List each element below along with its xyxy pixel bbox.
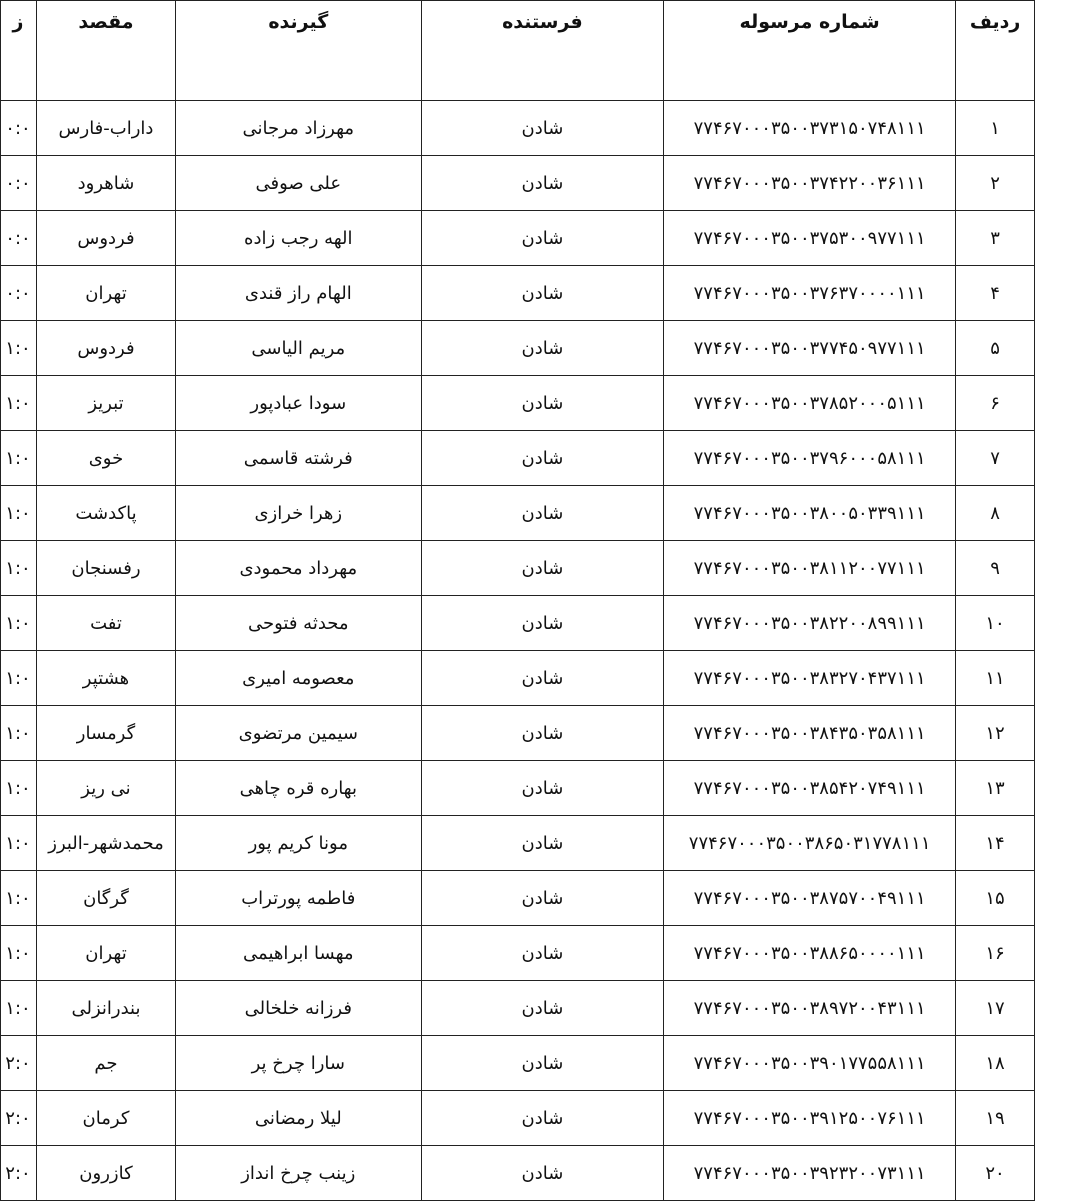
tracking-number-cell: ۷۷۴۶۷۰۰۰۳۵۰۰۳۷۵۳۰۰۹۷۷۱۱۱ [664, 211, 956, 266]
tracking-number-cell: ۷۷۴۶۷۰۰۰۳۵۰۰۳۸۵۴۲۰۷۴۹۱۱۱ [664, 761, 956, 816]
row-number-cell: ۲ [956, 156, 1035, 211]
recipient-cell: محدثه فتوحی [175, 596, 421, 651]
sender-cell: شادن [421, 706, 664, 761]
table-row [1, 266, 1035, 321]
tracking-number-cell: ۷۷۴۶۷۰۰۰۳۵۰۰۳۸۸۶۵۰۰۰۰۱۱۱ [664, 926, 956, 981]
cut-column-cell: ۱:۰ [1, 651, 37, 706]
table-row [1, 596, 1035, 651]
destination-cell: بندرانزلی [37, 981, 176, 1036]
row-number-cell: ۵ [956, 321, 1035, 376]
destination-cell: محمدشهر-البرز [37, 816, 176, 871]
row-number-cell: ۴ [956, 266, 1035, 321]
sender-cell: شادن [421, 101, 664, 156]
recipient-cell: علی صوفی [175, 156, 421, 211]
destination-cell: جم [37, 1036, 176, 1091]
header-row-number: ردیف [956, 1, 1035, 101]
destination-cell: تهران [37, 266, 176, 321]
sender-cell: شادن [421, 541, 664, 596]
sender-cell: شادن [421, 1036, 664, 1091]
cut-column-cell: ۱:۰ [1, 376, 37, 431]
tracking-number-cell: ۷۷۴۶۷۰۰۰۳۵۰۰۳۸۲۲۰۰۸۹۹۱۱۱ [664, 596, 956, 651]
sender-cell: شادن [421, 926, 664, 981]
cut-column-cell: ۱:۰ [1, 706, 37, 761]
sender-cell: شادن [421, 871, 664, 926]
table-header [1, 1, 1035, 101]
row-number-cell: ۶ [956, 376, 1035, 431]
row-number-cell: ۱۳ [956, 761, 1035, 816]
table-row [1, 101, 1035, 156]
row-number-cell: ۸ [956, 486, 1035, 541]
table-body [1, 101, 1035, 1201]
cut-column-cell: ۱:۰ [1, 816, 37, 871]
destination-cell: پاکدشت [37, 486, 176, 541]
row-number-cell: ۱۴ [956, 816, 1035, 871]
table-row [1, 871, 1035, 926]
cut-column-cell: ۰:۰ [1, 266, 37, 321]
sender-cell: شادن [421, 486, 664, 541]
tracking-number-cell: ۷۷۴۶۷۰۰۰۳۵۰۰۳۷۸۵۲۰۰۰۵۱۱۱ [664, 376, 956, 431]
table-row [1, 321, 1035, 376]
header-recipient: گیرنده [175, 1, 421, 101]
cut-column-cell: ۲:۰ [1, 1036, 37, 1091]
sender-cell: شادن [421, 816, 664, 871]
row-number-cell: ۳ [956, 211, 1035, 266]
row-number-cell: ۱۷ [956, 981, 1035, 1036]
table-row [1, 486, 1035, 541]
row-number-cell: ۱۵ [956, 871, 1035, 926]
destination-cell: گرگان [37, 871, 176, 926]
recipient-cell: لیلا رمضانی [175, 1091, 421, 1146]
recipient-cell: مونا کریم پور [175, 816, 421, 871]
recipient-cell: بهاره قره چاهی [175, 761, 421, 816]
header-cut-column: ز [1, 1, 37, 101]
row-number-cell: ۷ [956, 431, 1035, 486]
cut-column-cell: ۰:۰ [1, 211, 37, 266]
recipient-cell: سیمین مرتضوی [175, 706, 421, 761]
cut-column-cell: ۱:۰ [1, 321, 37, 376]
sender-cell: شادن [421, 761, 664, 816]
cut-column-cell: ۲:۰ [1, 1146, 37, 1201]
recipient-cell: فرزانه خلخالی [175, 981, 421, 1036]
tracking-number-cell: ۷۷۴۶۷۰۰۰۳۵۰۰۳۹۲۳۲۰۰۷۳۱۱۱ [664, 1146, 956, 1201]
tracking-number-cell: ۷۷۴۶۷۰۰۰۳۵۰۰۳۷۷۴۵۰۹۷۷۱۱۱ [664, 321, 956, 376]
destination-cell: گرمسار [37, 706, 176, 761]
destination-cell: شاهرود [37, 156, 176, 211]
table-row [1, 816, 1035, 871]
tracking-number-cell: ۷۷۴۶۷۰۰۰۳۵۰۰۳۸۹۷۲۰۰۴۳۱۱۱ [664, 981, 956, 1036]
row-number-cell: ۹ [956, 541, 1035, 596]
cut-column-cell: ۲:۰ [1, 1091, 37, 1146]
destination-cell: خوی [37, 431, 176, 486]
table-row [1, 156, 1035, 211]
recipient-cell: الهه رجب زاده [175, 211, 421, 266]
cut-column-cell: ۰:۰ [1, 156, 37, 211]
cut-column-cell: ۱:۰ [1, 596, 37, 651]
sender-cell: شادن [421, 431, 664, 486]
table-row [1, 651, 1035, 706]
header-tracking-number: شماره مرسوله [664, 1, 956, 101]
destination-cell: فردوس [37, 321, 176, 376]
table-row [1, 1036, 1035, 1091]
recipient-cell: مهسا ابراهیمی [175, 926, 421, 981]
recipient-cell: سارا چرخ پر [175, 1036, 421, 1091]
tracking-number-cell: ۷۷۴۶۷۰۰۰۳۵۰۰۳۷۴۲۲۰۰۳۶۱۱۱ [664, 156, 956, 211]
recipient-cell: فاطمه پورتراب [175, 871, 421, 926]
header-sender: فرستنده [421, 1, 664, 101]
sender-cell: شادن [421, 211, 664, 266]
cut-column-cell: ۰:۰ [1, 101, 37, 156]
recipient-cell: مهرزاد مرجانی [175, 101, 421, 156]
cut-column-cell: ۱:۰ [1, 431, 37, 486]
sender-cell: شادن [421, 651, 664, 706]
table-row [1, 211, 1035, 266]
row-number-cell: ۲۰ [956, 1146, 1035, 1201]
destination-cell: فردوس [37, 211, 176, 266]
sender-cell: شادن [421, 266, 664, 321]
recipient-cell: سودا عبادپور [175, 376, 421, 431]
sender-cell: شادن [421, 1146, 664, 1201]
row-number-cell: ۱۶ [956, 926, 1035, 981]
sender-cell: شادن [421, 981, 664, 1036]
destination-cell: هشتپر [37, 651, 176, 706]
sender-cell: شادن [421, 596, 664, 651]
tracking-number-cell: ۷۷۴۶۷۰۰۰۳۵۰۰۳۹۰۱۷۷۵۵۸۱۱۱ [664, 1036, 956, 1091]
row-number-cell: ۱ [956, 101, 1035, 156]
destination-cell: کرمان [37, 1091, 176, 1146]
tracking-number-cell: ۷۷۴۶۷۰۰۰۳۵۰۰۳۸۶۵۰۳۱۷۷۸۱۱۱ [664, 816, 956, 871]
table-row [1, 376, 1035, 431]
tracking-number-cell: ۷۷۴۶۷۰۰۰۳۵۰۰۳۷۹۶۰۰۰۵۸۱۱۱ [664, 431, 956, 486]
table-row [1, 981, 1035, 1036]
destination-cell: تهران [37, 926, 176, 981]
row-number-cell: ۱۹ [956, 1091, 1035, 1146]
destination-cell: داراب-فارس [37, 101, 176, 156]
destination-cell: تفت [37, 596, 176, 651]
cut-column-cell: ۱:۰ [1, 871, 37, 926]
sender-cell: شادن [421, 321, 664, 376]
sender-cell: شادن [421, 156, 664, 211]
tracking-number-cell: ۷۷۴۶۷۰۰۰۳۵۰۰۳۷۶۳۷۰۰۰۰۱۱۱ [664, 266, 956, 321]
row-number-cell: ۱۸ [956, 1036, 1035, 1091]
recipient-cell: مهرداد محمودی [175, 541, 421, 596]
sender-cell: شادن [421, 376, 664, 431]
destination-cell: کازرون [37, 1146, 176, 1201]
table-row [1, 431, 1035, 486]
tracking-number-cell: ۷۷۴۶۷۰۰۰۳۵۰۰۳۸۱۱۲۰۰۷۷۱۱۱ [664, 541, 956, 596]
recipient-cell: معصومه امیری [175, 651, 421, 706]
table-row [1, 761, 1035, 816]
row-number-cell: ۱۲ [956, 706, 1035, 761]
header-destination: مقصد [37, 1, 176, 101]
cut-column-cell: ۱:۰ [1, 981, 37, 1036]
table-row [1, 541, 1035, 596]
tracking-number-cell: ۷۷۴۶۷۰۰۰۳۵۰۰۳۸۰۰۵۰۳۳۹۱۱۱ [664, 486, 956, 541]
cut-column-cell: ۱:۰ [1, 486, 37, 541]
row-number-cell: ۱۱ [956, 651, 1035, 706]
cut-column-cell: ۱:۰ [1, 541, 37, 596]
recipient-cell: زینب چرخ انداز [175, 1146, 421, 1201]
tracking-number-cell: ۷۷۴۶۷۰۰۰۳۵۰۰۳۹۱۲۵۰۰۷۶۱۱۱ [664, 1091, 956, 1146]
tracking-number-cell: ۷۷۴۶۷۰۰۰۳۵۰۰۳۷۳۱۵۰۷۴۸۱۱۱ [664, 101, 956, 156]
recipient-cell: زهرا خرازی [175, 486, 421, 541]
cut-column-cell: ۱:۰ [1, 761, 37, 816]
tracking-number-cell: ۷۷۴۶۷۰۰۰۳۵۰۰۳۸۴۳۵۰۳۵۸۱۱۱ [664, 706, 956, 761]
recipient-cell: فرشته قاسمی [175, 431, 421, 486]
destination-cell: رفسنجان [37, 541, 176, 596]
table-row [1, 1146, 1035, 1201]
header-row [1, 1, 1035, 101]
recipient-cell: مریم الیاسی [175, 321, 421, 376]
table-row [1, 706, 1035, 761]
row-number-cell: ۱۰ [956, 596, 1035, 651]
table-row [1, 926, 1035, 981]
destination-cell: تبریز [37, 376, 176, 431]
table-row [1, 1091, 1035, 1146]
recipient-cell: الهام راز قندی [175, 266, 421, 321]
tracking-number-cell: ۷۷۴۶۷۰۰۰۳۵۰۰۳۸۷۵۷۰۰۴۹۱۱۱ [664, 871, 956, 926]
destination-cell: نی ریز [37, 761, 176, 816]
cut-column-cell: ۱:۰ [1, 926, 37, 981]
tracking-number-cell: ۷۷۴۶۷۰۰۰۳۵۰۰۳۸۳۲۷۰۴۳۷۱۱۱ [664, 651, 956, 706]
sender-cell: شادن [421, 1091, 664, 1146]
